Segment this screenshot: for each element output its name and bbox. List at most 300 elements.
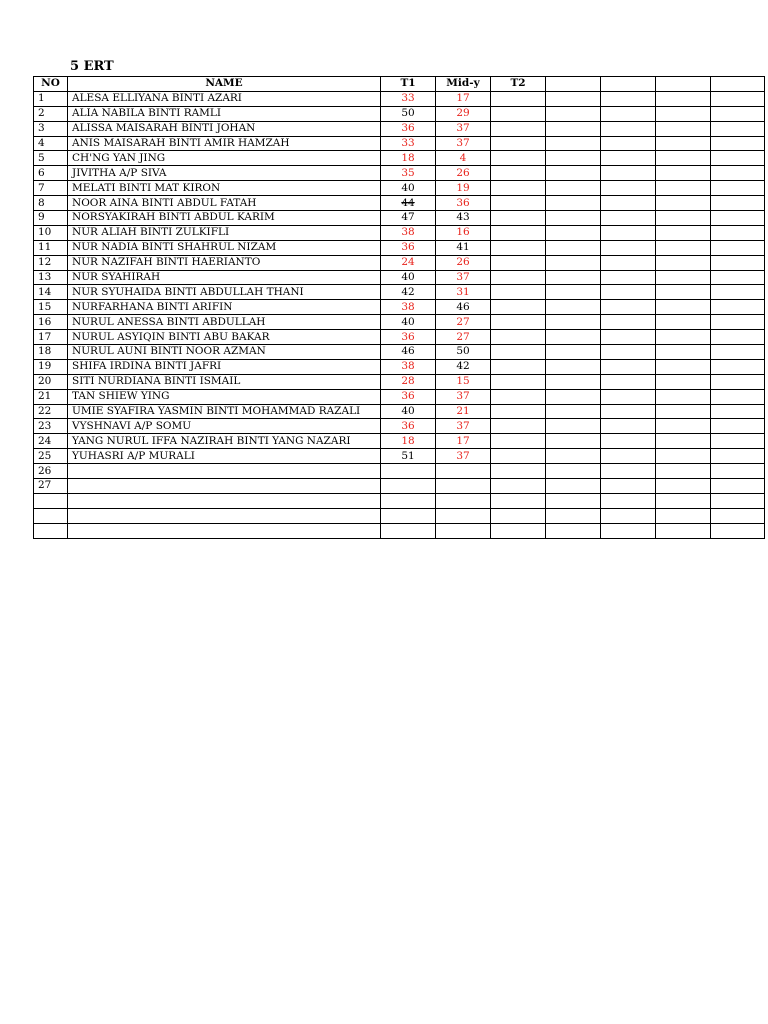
- cell-name: VYSHNAVI A/P SOMU: [68, 419, 381, 434]
- cell-name: JIVITHA A/P SIVA: [68, 166, 381, 181]
- table-row: [34, 434, 765, 449]
- cell-name: ALESA ELLIYANA BINTI AZARI: [68, 91, 381, 106]
- table-row: [34, 225, 765, 240]
- cell-t2: [491, 270, 546, 285]
- cell-t1: 40: [381, 181, 436, 196]
- cell-no: 17: [34, 330, 68, 345]
- cell-t2: [491, 493, 546, 508]
- cell-name: NORSYAKIRAH BINTI ABDUL KARIM: [68, 211, 381, 226]
- cell-t2: [491, 404, 546, 419]
- cell-mid-year: 36: [436, 196, 491, 211]
- cell-t1: 36: [381, 240, 436, 255]
- cell-mid-year: 29: [436, 106, 491, 121]
- cell-t1: 36: [381, 121, 436, 136]
- cell-t2: [491, 434, 546, 449]
- cell-extra-2: [601, 493, 656, 508]
- header-t2: T2: [491, 77, 546, 92]
- cell-extra-3: [656, 479, 711, 494]
- cell-extra-4: [711, 91, 765, 106]
- cell-t2: [491, 389, 546, 404]
- cell-extra-1: [546, 121, 601, 136]
- cell-t2: [491, 285, 546, 300]
- cell-t1: 50: [381, 106, 436, 121]
- table-row: [34, 374, 765, 389]
- cell-extra-1: [546, 211, 601, 226]
- table-row: [34, 493, 765, 508]
- cell-extra-3: [656, 196, 711, 211]
- cell-name: NURFARHANA BINTI ARIFIN: [68, 300, 381, 315]
- cell-extra-3: [656, 91, 711, 106]
- table-row: [34, 479, 765, 494]
- cell-mid-year: 15: [436, 374, 491, 389]
- cell-t1: 42: [381, 285, 436, 300]
- cell-t1: 24: [381, 255, 436, 270]
- cell-mid-year: 17: [436, 434, 491, 449]
- cell-extra-1: [546, 419, 601, 434]
- cell-t2: [491, 211, 546, 226]
- cell-t1: 47: [381, 211, 436, 226]
- cell-extra-2: [601, 255, 656, 270]
- table-row: [34, 240, 765, 255]
- cell-t2: [491, 508, 546, 523]
- cell-name: [68, 508, 381, 523]
- cell-t2: [491, 419, 546, 434]
- cell-extra-4: [711, 300, 765, 315]
- table-row: [34, 523, 765, 538]
- cell-extra-3: [656, 508, 711, 523]
- table-row: [34, 449, 765, 464]
- cell-mid-year: 43: [436, 211, 491, 226]
- cell-extra-1: [546, 493, 601, 508]
- cell-extra-4: [711, 330, 765, 345]
- table-row: [34, 389, 765, 404]
- cell-extra-1: [546, 225, 601, 240]
- cell-extra-1: [546, 151, 601, 166]
- cell-no: [34, 508, 68, 523]
- cell-extra-4: [711, 449, 765, 464]
- cell-t1: 46: [381, 345, 436, 360]
- cell-extra-1: [546, 91, 601, 106]
- cell-t2: [491, 330, 546, 345]
- cell-mid-year: 42: [436, 359, 491, 374]
- cell-t2: [491, 374, 546, 389]
- cell-no: 1: [34, 91, 68, 106]
- cell-name: NURUL ANESSA BINTI ABDULLAH: [68, 315, 381, 330]
- cell-t1: 33: [381, 136, 436, 151]
- cell-t2: [491, 121, 546, 136]
- cell-mid-year: 37: [436, 270, 491, 285]
- cell-t2: [491, 300, 546, 315]
- cell-extra-4: [711, 255, 765, 270]
- table-row: [34, 419, 765, 434]
- cell-no: 13: [34, 270, 68, 285]
- table-row: [34, 315, 765, 330]
- cell-t1: 18: [381, 434, 436, 449]
- cell-no: 16: [34, 315, 68, 330]
- cell-t1: 36: [381, 419, 436, 434]
- cell-extra-1: [546, 240, 601, 255]
- cell-t1: [381, 508, 436, 523]
- cell-extra-2: [601, 300, 656, 315]
- cell-name: NUR SYUHAIDA BINTI ABDULLAH THANI: [68, 285, 381, 300]
- table-row: [34, 196, 765, 211]
- cell-extra-3: [656, 434, 711, 449]
- cell-mid-year: 17: [436, 91, 491, 106]
- cell-t2: [491, 449, 546, 464]
- cell-extra-1: [546, 523, 601, 538]
- cell-extra-1: [546, 404, 601, 419]
- cell-t1: [381, 493, 436, 508]
- cell-extra-1: [546, 464, 601, 479]
- cell-extra-3: [656, 374, 711, 389]
- cell-t2: [491, 315, 546, 330]
- cell-t1: 38: [381, 225, 436, 240]
- table-row: [34, 330, 765, 345]
- cell-extra-3: [656, 464, 711, 479]
- cell-t1: 18: [381, 151, 436, 166]
- cell-name: TAN SHIEW YING: [68, 389, 381, 404]
- cell-t1: 36: [381, 389, 436, 404]
- cell-t2: [491, 523, 546, 538]
- cell-extra-4: [711, 479, 765, 494]
- cell-name: NUR NADIA BINTI SHAHRUL NIZAM: [68, 240, 381, 255]
- header-extra-1: [546, 77, 601, 92]
- cell-extra-2: [601, 166, 656, 181]
- cell-no: 9: [34, 211, 68, 226]
- cell-no: 15: [34, 300, 68, 315]
- cell-name: ALISSA MAISARAH BINTI JOHAN: [68, 121, 381, 136]
- cell-extra-4: [711, 464, 765, 479]
- cell-name: CH'NG YAN JING: [68, 151, 381, 166]
- cell-extra-3: [656, 181, 711, 196]
- cell-no: 11: [34, 240, 68, 255]
- cell-extra-4: [711, 181, 765, 196]
- cell-t2: [491, 181, 546, 196]
- cell-no: 14: [34, 285, 68, 300]
- cell-extra-3: [656, 300, 711, 315]
- cell-t2: [491, 359, 546, 374]
- cell-extra-2: [601, 240, 656, 255]
- cell-name: NURUL AUNI BINTI NOOR AZMAN: [68, 345, 381, 360]
- table-row: [34, 359, 765, 374]
- cell-mid-year: [436, 493, 491, 508]
- cell-extra-2: [601, 270, 656, 285]
- cell-extra-2: [601, 121, 656, 136]
- table-row: [34, 211, 765, 226]
- cell-extra-4: [711, 345, 765, 360]
- cell-extra-2: [601, 404, 656, 419]
- cell-name: NUR ALIAH BINTI ZULKIFLI: [68, 225, 381, 240]
- cell-t1: 33: [381, 91, 436, 106]
- cell-extra-1: [546, 270, 601, 285]
- cell-extra-1: [546, 315, 601, 330]
- cell-name: SITI NURDIANA BINTI ISMAIL: [68, 374, 381, 389]
- cell-name: MELATI BINTI MAT KIRON: [68, 181, 381, 196]
- cell-t1: 38: [381, 359, 436, 374]
- cell-name: NUR SYAHIRAH: [68, 270, 381, 285]
- cell-extra-4: [711, 285, 765, 300]
- cell-name: [68, 479, 381, 494]
- cell-extra-3: [656, 270, 711, 285]
- cell-mid-year: 19: [436, 181, 491, 196]
- table-row: [34, 136, 765, 151]
- cell-extra-3: [656, 106, 711, 121]
- cell-extra-2: [601, 434, 656, 449]
- table-row: [34, 464, 765, 479]
- cell-no: 20: [34, 374, 68, 389]
- cell-t1: 36: [381, 330, 436, 345]
- cell-extra-3: [656, 315, 711, 330]
- cell-extra-1: [546, 345, 601, 360]
- cell-mid-year: 31: [436, 285, 491, 300]
- cell-t1: [381, 479, 436, 494]
- cell-extra-3: [656, 404, 711, 419]
- cell-t2: [491, 106, 546, 121]
- cell-extra-4: [711, 523, 765, 538]
- cell-name: NURUL ASYIQIN BINTI ABU BAKAR: [68, 330, 381, 345]
- cell-extra-3: [656, 166, 711, 181]
- cell-extra-4: [711, 374, 765, 389]
- cell-name: ALIA NABILA BINTI RAMLI: [68, 106, 381, 121]
- table-row: [34, 285, 765, 300]
- cell-name: NOOR AINA BINTI ABDUL FATAH: [68, 196, 381, 211]
- cell-no: 24: [34, 434, 68, 449]
- cell-t2: [491, 225, 546, 240]
- cell-t1: 51: [381, 449, 436, 464]
- cell-extra-4: [711, 315, 765, 330]
- cell-extra-3: [656, 359, 711, 374]
- cell-name: [68, 493, 381, 508]
- cell-no: 27: [34, 479, 68, 494]
- cell-no: 10: [34, 225, 68, 240]
- cell-t2: [491, 136, 546, 151]
- cell-extra-1: [546, 359, 601, 374]
- cell-name: ANIS MAISARAH BINTI AMIR HAMZAH: [68, 136, 381, 151]
- cell-extra-4: [711, 404, 765, 419]
- cell-extra-2: [601, 330, 656, 345]
- header-row: [34, 77, 765, 92]
- cell-t1: [381, 523, 436, 538]
- cell-t2: [491, 196, 546, 211]
- cell-no: 3: [34, 121, 68, 136]
- cell-extra-3: [656, 255, 711, 270]
- cell-extra-4: [711, 121, 765, 136]
- cell-mid-year: 26: [436, 166, 491, 181]
- cell-t2: [491, 166, 546, 181]
- cell-t2: [491, 240, 546, 255]
- cell-mid-year: 37: [436, 136, 491, 151]
- cell-extra-2: [601, 136, 656, 151]
- header-t1: T1: [381, 77, 436, 92]
- cell-extra-1: [546, 479, 601, 494]
- cell-extra-4: [711, 136, 765, 151]
- cell-t2: [491, 464, 546, 479]
- cell-t1: 40: [381, 315, 436, 330]
- cell-extra-1: [546, 374, 601, 389]
- cell-extra-2: [601, 196, 656, 211]
- cell-extra-4: [711, 508, 765, 523]
- header-extra-3: [656, 77, 711, 92]
- table-row: [34, 91, 765, 106]
- cell-t2: [491, 255, 546, 270]
- cell-extra-2: [601, 91, 656, 106]
- cell-no: 25: [34, 449, 68, 464]
- table-row: [34, 300, 765, 315]
- table-row: [34, 151, 765, 166]
- cell-extra-4: [711, 196, 765, 211]
- grades-table: [33, 76, 765, 539]
- cell-extra-3: [656, 389, 711, 404]
- cell-mid-year: 46: [436, 300, 491, 315]
- cell-extra-4: [711, 434, 765, 449]
- header-no: NO: [34, 77, 68, 92]
- cell-t1: 40: [381, 270, 436, 285]
- cell-extra-4: [711, 389, 765, 404]
- cell-extra-3: [656, 345, 711, 360]
- cell-extra-2: [601, 449, 656, 464]
- cell-extra-3: [656, 151, 711, 166]
- cell-t1: 40: [381, 404, 436, 419]
- cell-extra-4: [711, 106, 765, 121]
- cell-extra-3: [656, 330, 711, 345]
- cell-extra-1: [546, 181, 601, 196]
- cell-extra-4: [711, 493, 765, 508]
- cell-no: 2: [34, 106, 68, 121]
- cell-extra-3: [656, 240, 711, 255]
- cell-extra-2: [601, 151, 656, 166]
- cell-extra-4: [711, 270, 765, 285]
- cell-name: NUR NAZIFAH BINTI HAERIANTO: [68, 255, 381, 270]
- cell-extra-3: [656, 121, 711, 136]
- cell-extra-2: [601, 285, 656, 300]
- cell-extra-4: [711, 211, 765, 226]
- cell-no: 23: [34, 419, 68, 434]
- cell-no: 21: [34, 389, 68, 404]
- cell-no: 8: [34, 196, 68, 211]
- cell-name: YANG NURUL IFFA NAZIRAH BINTI YANG NAZARI: [68, 434, 381, 449]
- cell-extra-2: [601, 523, 656, 538]
- cell-extra-2: [601, 225, 656, 240]
- cell-mid-year: 16: [436, 225, 491, 240]
- cell-mid-year: [436, 479, 491, 494]
- cell-t1: [381, 464, 436, 479]
- table-row: [34, 508, 765, 523]
- cell-no: [34, 523, 68, 538]
- cell-mid-year: 37: [436, 121, 491, 136]
- cell-mid-year: 21: [436, 404, 491, 419]
- cell-extra-1: [546, 449, 601, 464]
- cell-extra-4: [711, 151, 765, 166]
- cell-mid-year: 37: [436, 419, 491, 434]
- cell-mid-year: 37: [436, 449, 491, 464]
- cell-extra-3: [656, 419, 711, 434]
- cell-extra-3: [656, 523, 711, 538]
- cell-extra-3: [656, 211, 711, 226]
- cell-t1: 28: [381, 374, 436, 389]
- table-row: [34, 404, 765, 419]
- cell-no: 5: [34, 151, 68, 166]
- cell-t1: 44: [381, 196, 436, 211]
- cell-no: 22: [34, 404, 68, 419]
- cell-extra-1: [546, 136, 601, 151]
- cell-mid-year: [436, 523, 491, 538]
- cell-extra-4: [711, 359, 765, 374]
- cell-extra-3: [656, 136, 711, 151]
- cell-t1: 35: [381, 166, 436, 181]
- table-row: [34, 345, 765, 360]
- table-row: [34, 181, 765, 196]
- cell-extra-1: [546, 106, 601, 121]
- cell-no: 18: [34, 345, 68, 360]
- cell-mid-year: 27: [436, 315, 491, 330]
- cell-extra-2: [601, 508, 656, 523]
- cell-extra-4: [711, 419, 765, 434]
- cell-mid-year: 41: [436, 240, 491, 255]
- cell-extra-1: [546, 389, 601, 404]
- cell-no: 12: [34, 255, 68, 270]
- cell-name: [68, 464, 381, 479]
- cell-extra-2: [601, 419, 656, 434]
- cell-no: [34, 493, 68, 508]
- cell-t2: [491, 151, 546, 166]
- cell-name: YUHASRI A/P MURALI: [68, 449, 381, 464]
- header-name: NAME: [68, 77, 381, 92]
- header-mid-year: Mid-y: [436, 77, 491, 92]
- cell-t2: [491, 91, 546, 106]
- cell-name: UMIE SYAFIRA YASMIN BINTI MOHAMMAD RAZALI: [68, 404, 381, 419]
- cell-extra-4: [711, 240, 765, 255]
- cell-no: 26: [34, 464, 68, 479]
- grades-body: [34, 91, 765, 538]
- cell-extra-2: [601, 345, 656, 360]
- header-extra-2: [601, 77, 656, 92]
- table-row: [34, 106, 765, 121]
- table-row: [34, 166, 765, 181]
- table-row: [34, 270, 765, 285]
- cell-extra-1: [546, 508, 601, 523]
- cell-no: 7: [34, 181, 68, 196]
- table-row: [34, 121, 765, 136]
- header-extra-4: [711, 77, 765, 92]
- cell-t2: [491, 479, 546, 494]
- cell-extra-1: [546, 196, 601, 211]
- cell-mid-year: 27: [436, 330, 491, 345]
- cell-extra-3: [656, 493, 711, 508]
- cell-extra-2: [601, 359, 656, 374]
- cell-extra-2: [601, 479, 656, 494]
- cell-extra-1: [546, 166, 601, 181]
- cell-mid-year: [436, 464, 491, 479]
- cell-name: SHIFA IRDINA BINTI JAFRI: [68, 359, 381, 374]
- sheet-title: 5 ERT: [70, 59, 114, 74]
- cell-extra-1: [546, 285, 601, 300]
- cell-extra-2: [601, 211, 656, 226]
- cell-extra-3: [656, 225, 711, 240]
- cell-extra-2: [601, 464, 656, 479]
- cell-extra-1: [546, 434, 601, 449]
- cell-extra-4: [711, 225, 765, 240]
- table-row: [34, 255, 765, 270]
- cell-no: 4: [34, 136, 68, 151]
- cell-extra-2: [601, 374, 656, 389]
- cell-mid-year: 50: [436, 345, 491, 360]
- cell-mid-year: [436, 508, 491, 523]
- cell-name: [68, 523, 381, 538]
- cell-mid-year: 37: [436, 389, 491, 404]
- cell-t2: [491, 345, 546, 360]
- cell-t1: 38: [381, 300, 436, 315]
- cell-extra-1: [546, 300, 601, 315]
